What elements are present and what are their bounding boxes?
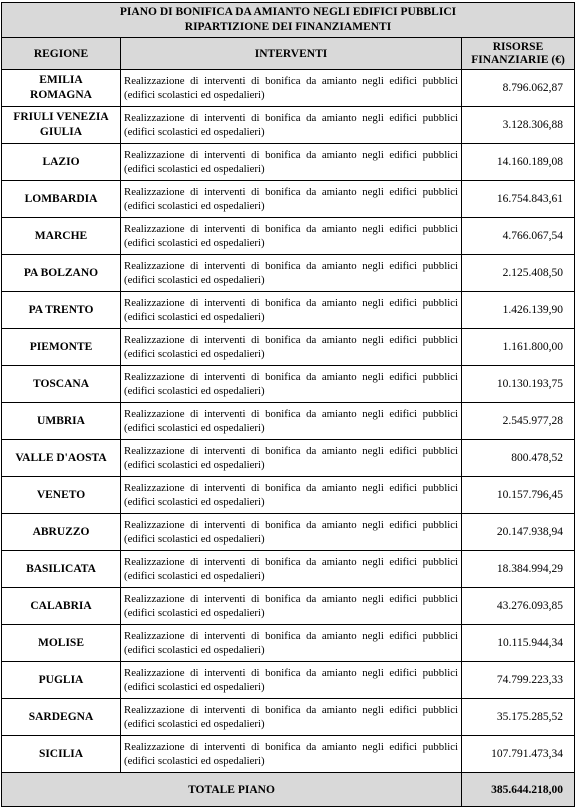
region-cell xyxy=(2,144,121,181)
region-name: UMBRIA xyxy=(37,414,85,427)
table-row xyxy=(2,588,575,625)
table-row xyxy=(2,551,575,588)
table-row xyxy=(2,514,575,551)
amount-cell: 4.766.067,54 xyxy=(462,218,575,255)
amount-cell: 74.799.223,33 xyxy=(462,662,575,699)
region-cell xyxy=(2,477,121,514)
table-row xyxy=(2,403,575,440)
region-name: MOLISE xyxy=(37,636,84,649)
amount-cell: 2.545.977,28 xyxy=(462,403,575,440)
region-cell xyxy=(2,514,121,551)
table-body xyxy=(2,70,575,773)
title-line-2: RIPARTIZIONE DEI FINANZIAMENTI xyxy=(184,21,392,33)
table-row xyxy=(2,477,575,514)
intervento-cell: Realizzazione di interventi di bonifica da amianto negli edifici pubblici (edifici scolastici ed ospedalieri) xyxy=(121,662,462,699)
total-value: 385.644.218,00 xyxy=(462,773,575,807)
table-row xyxy=(2,329,575,366)
table-row xyxy=(2,144,575,181)
intervento-cell: Realizzazione di interventi di bonifica da amianto negli edifici pubblici (edifici scolastici ed ospedalieri) xyxy=(121,255,462,292)
amount-cell: 16.754.843,61 xyxy=(462,181,575,218)
region-cell xyxy=(2,181,121,218)
table-row xyxy=(2,625,575,662)
region-cell xyxy=(2,736,121,773)
table-row xyxy=(2,699,575,736)
region-name: TOSCANA xyxy=(32,377,90,390)
region-cell xyxy=(2,366,121,403)
region-cell xyxy=(2,292,121,329)
region-cell xyxy=(2,70,121,107)
amount-cell: 43.276.093,85 xyxy=(462,588,575,625)
region-cell xyxy=(2,255,121,292)
region-cell xyxy=(2,625,121,662)
amount-cell: 3.128.306,88 xyxy=(462,107,575,144)
intervento-cell: Realizzazione di interventi di bonifica da amianto negli edifici pubblici (edifici scolastici ed ospedalieri) xyxy=(121,181,462,218)
region-name: VALLE D'AOSTA xyxy=(15,451,107,464)
region-name: ABRUZZO xyxy=(32,525,90,538)
region-cell xyxy=(2,440,121,477)
region-name: VENETO xyxy=(36,488,86,501)
region-name: EMILIA xyxy=(39,74,83,86)
funding-table xyxy=(1,2,575,807)
region-cell xyxy=(2,588,121,625)
table-row xyxy=(2,107,575,144)
intervento-cell: Realizzazione di interventi di bonifica da amianto negli edifici pubblici (edifici scolastici ed ospedalieri) xyxy=(121,107,462,144)
amount-cell: 10.130.193,75 xyxy=(462,366,575,403)
table-row xyxy=(2,255,575,292)
table-row xyxy=(2,736,575,773)
intervento-cell: Realizzazione di interventi di bonifica da amianto negli edifici pubblici (edifici scolastici ed ospedalieri) xyxy=(121,736,462,773)
header-regione: REGIONE xyxy=(2,38,121,70)
region-name: SARDEGNA xyxy=(28,710,94,723)
amount-cell: 107.791.473,34 xyxy=(462,736,575,773)
region-cell xyxy=(2,699,121,736)
region-name: PUGLIA xyxy=(38,673,84,686)
intervento-cell: Realizzazione di interventi di bonifica da amianto negli edifici pubblici (edifici scolastici ed ospedalieri) xyxy=(121,292,462,329)
table-title xyxy=(2,3,575,38)
region-name: PA TRENTO xyxy=(28,303,94,316)
region-cell xyxy=(2,107,121,144)
amount-cell: 1.426.139,90 xyxy=(462,292,575,329)
table-row xyxy=(2,181,575,218)
region-cell xyxy=(2,403,121,440)
intervento-cell: Realizzazione di interventi di bonifica da amianto negli edifici pubblici (edifici scolastici ed ospedalieri) xyxy=(121,329,462,366)
intervento-cell: Realizzazione di interventi di bonifica da amianto negli edifici pubblici (edifici scolastici ed ospedalieri) xyxy=(121,699,462,736)
intervento-cell: Realizzazione di interventi di bonifica da amianto negli edifici pubblici (edifici scolastici ed ospedalieri) xyxy=(121,625,462,662)
table-row xyxy=(2,662,575,699)
region-name: SICILIA xyxy=(38,747,84,760)
region-name: PIEMONTE xyxy=(29,340,93,353)
header-risorse-line-1: RISORSE xyxy=(492,40,544,53)
intervento-cell: Realizzazione di interventi di bonifica da amianto negli edifici pubblici (edifici scolastici ed ospedalieri) xyxy=(121,70,462,107)
amount-cell: 2.125.408,50 xyxy=(462,255,575,292)
table-row xyxy=(2,292,575,329)
table-row xyxy=(2,70,575,107)
table-row xyxy=(2,218,575,255)
table-row xyxy=(2,366,575,403)
region-name: CALABRIA xyxy=(30,599,92,612)
region-cell xyxy=(2,218,121,255)
header-risorse-line-2: FINANZIARIE (€) xyxy=(471,53,565,66)
intervento-cell: Realizzazione di interventi di bonifica da amianto negli edifici pubblici (edifici scolastici ed ospedalieri) xyxy=(121,477,462,514)
amount-cell: 1.161.800,00 xyxy=(462,329,575,366)
region-name: PA BOLZANO xyxy=(23,266,99,279)
amount-cell: 10.157.796,45 xyxy=(462,477,575,514)
amount-cell: 20.147.938,94 xyxy=(462,514,575,551)
amount-cell: 10.115.944,34 xyxy=(462,625,575,662)
amount-cell: 8.796.062,87 xyxy=(462,70,575,107)
region-cell xyxy=(2,662,121,699)
title-line-1: PIANO DI BONIFICA DA AMIANTO NEGLI EDIFICI PUBBLICI xyxy=(119,6,457,18)
intervento-cell: Realizzazione di interventi di bonifica da amianto negli edifici pubblici (edifici scolastici ed ospedalieri) xyxy=(121,514,462,551)
region-name: MARCHE xyxy=(34,229,88,242)
region-name: LAZIO xyxy=(42,155,80,168)
intervento-cell: Realizzazione di interventi di bonifica da amianto negli edifici pubblici (edifici scolastici ed ospedalieri) xyxy=(121,366,462,403)
intervento-cell: Realizzazione di interventi di bonifica da amianto negli edifici pubblici (edifici scolastici ed ospedalieri) xyxy=(121,144,462,181)
header-risorse xyxy=(462,38,575,70)
intervento-cell: Realizzazione di interventi di bonifica da amianto negli edifici pubblici (edifici scolastici ed ospedalieri) xyxy=(121,218,462,255)
intervento-cell: Realizzazione di interventi di bonifica da amianto negli edifici pubblici (edifici scolastici ed ospedalieri) xyxy=(121,588,462,625)
region-name: GIULIA xyxy=(39,126,83,138)
amount-cell: 14.160.189,08 xyxy=(462,144,575,181)
region-name: BASILICATA xyxy=(26,562,96,575)
amount-cell: 18.384.994,29 xyxy=(462,551,575,588)
intervento-cell: Realizzazione di interventi di bonifica da amianto negli edifici pubblici (edifici scolastici ed ospedalieri) xyxy=(121,403,462,440)
region-name: LOMBARDIA xyxy=(24,192,98,205)
region-name: FRIULI VENEZIA xyxy=(13,111,109,123)
header-interventi: INTERVENTI xyxy=(121,38,462,70)
amount-cell: 800.478,52 xyxy=(462,440,575,477)
region-cell xyxy=(2,329,121,366)
intervento-cell: Realizzazione di interventi di bonifica da amianto negli edifici pubblici (edifici scolastici ed ospedalieri) xyxy=(121,440,462,477)
table-row xyxy=(2,440,575,477)
region-name: ROMAGNA xyxy=(30,89,92,101)
intervento-cell: Realizzazione di interventi di bonifica da amianto negli edifici pubblici (edifici scolastici ed ospedalieri) xyxy=(121,551,462,588)
total-label: TOTALE PIANO xyxy=(2,773,462,807)
amount-cell: 35.175.285,52 xyxy=(462,699,575,736)
region-cell xyxy=(2,551,121,588)
